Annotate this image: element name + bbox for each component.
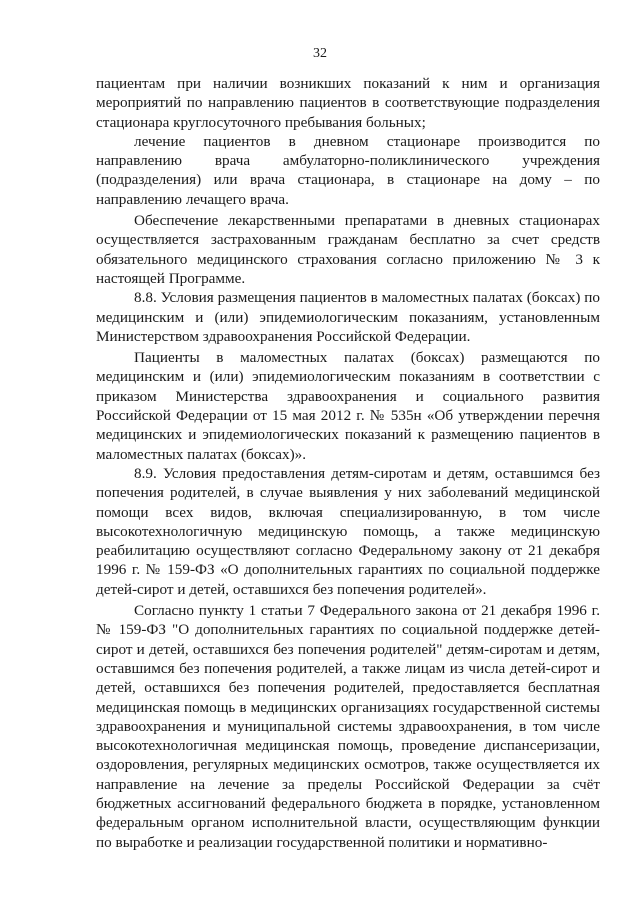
paragraph-section-8-8: 8.8. Условия размещения пациентов в маломестных палатах (боксах) по медицинским и (или) эпидемиологическим показаниям, установленным Министерством здравоохранения Российской Федерации. [96, 289, 600, 345]
paragraph-1: пациентам при наличии возникших показаний к ним и организация мероприятий по направлению пациентов в соответствующие подразделения стационара круглосуточного пребывания больных; [96, 75, 600, 131]
page-number: 32 [313, 46, 327, 61]
document-body [96, 74, 600, 852]
paragraph-5: Пациенты в маломестных палатах (боксах) размещаются по медицинским и (или) эпидемиологическим показаниям в соответствии с приказом Министерства здравоохранения и социального развития Российской Федерации от 15 мая 2012 г. № 535н «Об утверждении перечня медицинских и эпидемиологических показаний к размещению пациентов в маломестных палатах (боксах)». [96, 349, 600, 463]
paragraph-2: лечение пациентов в дневном стационаре производится по направлению врача амбулаторно-поликлинического учреждения (подразделения) или врача стационара, в стационаре на дому – по направлению лечащего врача. [96, 132, 600, 208]
paragraph-section-8-9: 8.9. Условия предоставления детям-сиротам и детям, оставшимся без попечения родителей, в случае выявления у них заболеваний медицинской помощи всех видов, включая специализированную, в том числе высокотехнологичную медицинскую помощь, а также медицинскую реабилитацию осуществляют согласно Федеральному закону от 21 декабря 1996 г. № 159-ФЗ «О дополнительных гарантиях по социальной поддержке детей-сирот и детей, оставшихся без попечения родителей». [96, 464, 600, 598]
paragraph-3: Обеспечение лекарственными препаратами в дневных стационарах осуществляется застрахованным гражданам бесплатно за счет средств обязательного медицинского страхования согласно приложению № 3 к настоящей Программе. [96, 212, 600, 287]
paragraph-7: Согласно пункту 1 статьи 7 Федерального закона от 21 декабря 1996 г. № 159-ФЗ "О дополнительных гарантиях по социальной поддержке детей-сирот и детей, оставшихся без попечения родителей" детям-сиротам и детям, оставшимся без попечения родителей, а также лицам из числа детей-сирот и детей, оставшихся без попечения родителей, предоставляется бесплатная медицинская помощь в медицинских организациях государственной системы здравоохранения и муниципальной системы здравоохранения, в том числе высокотехнологичная медицинская помощь, проведение диспансеризации, оздоровления, регулярных медицинских осмотров, также осуществляется их направление на лечение за пределы Российской Федерации за счёт бюджетных ассигнований федерального бюджета в порядке, установленном федеральным органом исполнительной власти, осуществляющим функции по выработке и реализации государственной политики и нормативно- [96, 602, 600, 851]
